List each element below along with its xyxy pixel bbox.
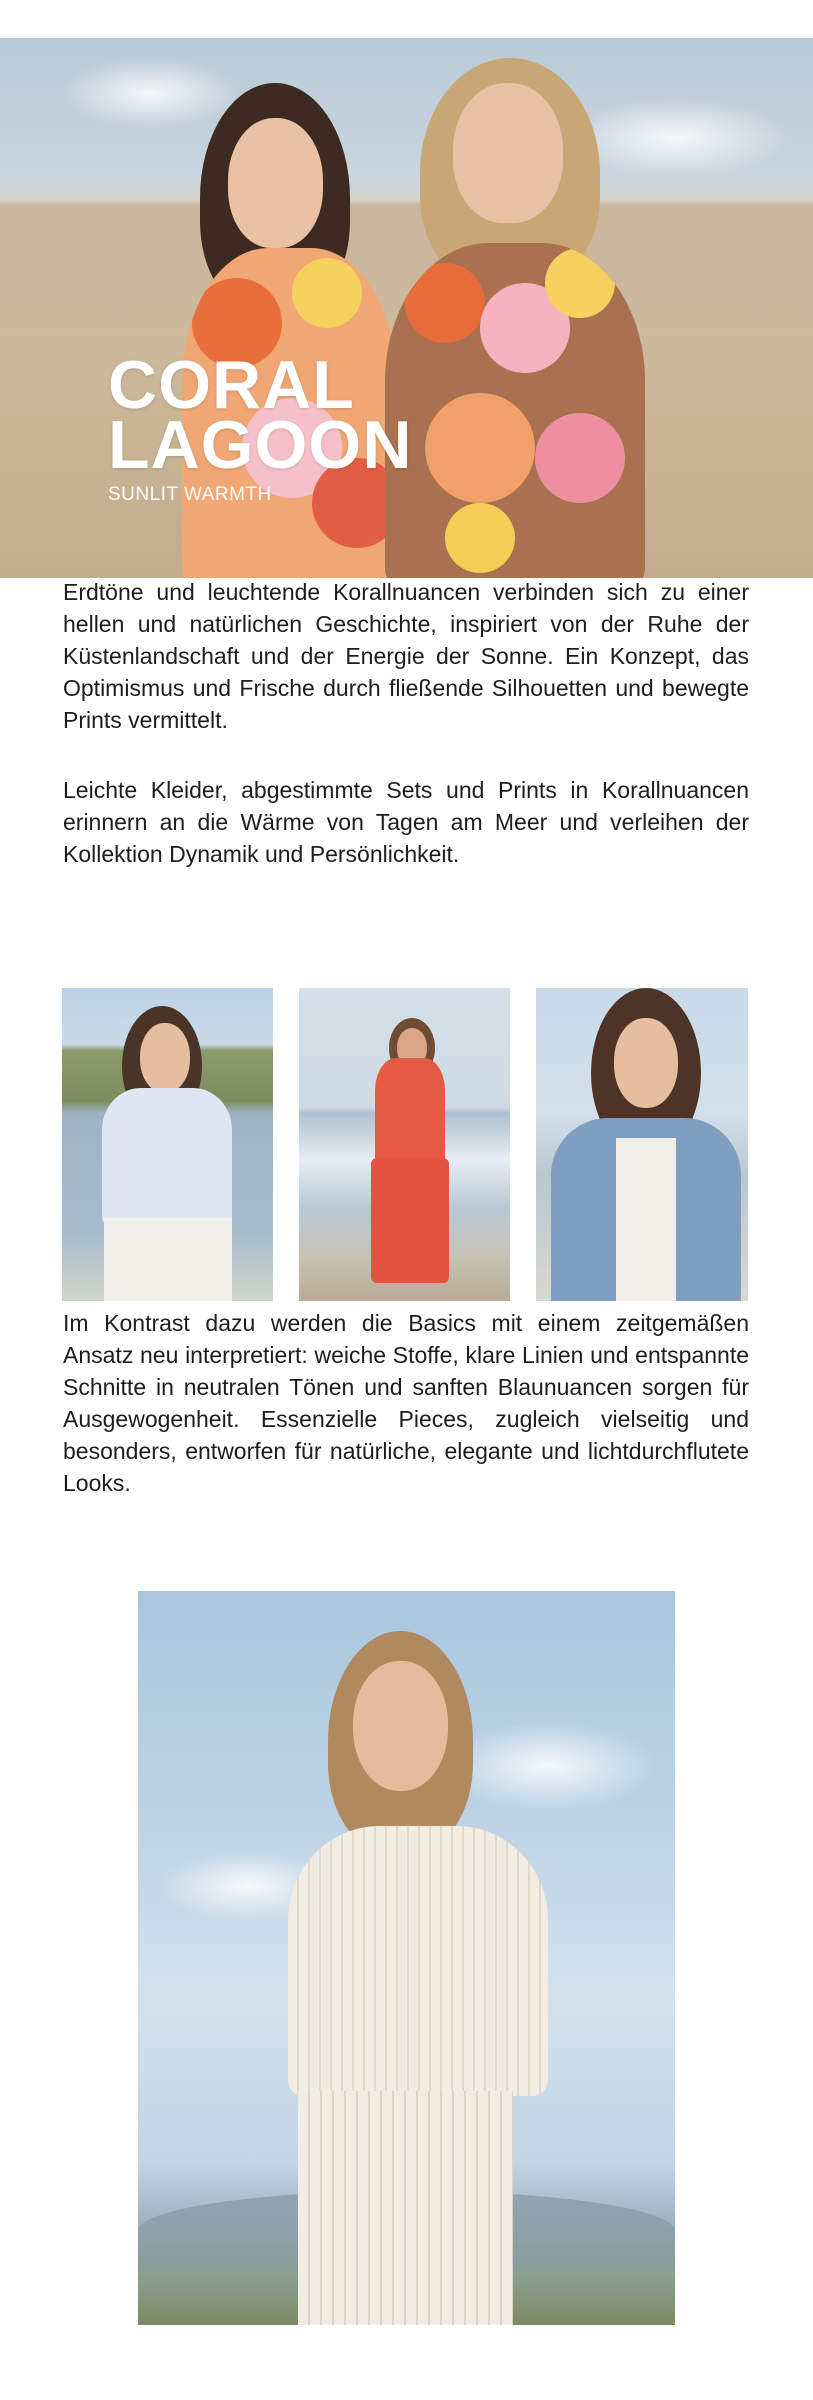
- model-right-face: [453, 83, 563, 223]
- basics-photo-knit-set: [138, 1591, 675, 2325]
- gallery-photo-denim-jacket: [536, 988, 748, 1301]
- hero-title: CORAL LAGOON: [108, 347, 413, 483]
- hero-subtitle: SUNLIT WARMTH: [108, 484, 272, 505]
- gallery-photo-white-shirt: [62, 988, 273, 1301]
- gallery-photo-coral-set: [299, 988, 510, 1301]
- intro-paragraph-2: Leichte Kleider, abgestimmte Sets und Prints in Korallnuancen erinnern an die Wärme von Tagen am Meer und verleihen der Kollektion Dynamik und Persönlichkeit.: [63, 777, 749, 867]
- basics-paragraph: Im Kontrast dazu werden die Basics mit einem zeitgemäßen Ansatz neu interpretiert: weiche Stoffe, klare Linien und entspannte Schnitte in neutralen Tönen und sanften Blaunuancen sorgen für Ausgewogenheit. Essenzielle Pieces, zugleich vielseitig und besonders, entworfen für natürliche, elegante und lichtdurchflutete Looks.: [63, 1310, 749, 1496]
- intro-paragraph-1: Erdtöne und leuchtende Korallnuancen verbinden sich zu einer hellen und natürlichen Geschichte, inspiriert von der Ruhe der Küstenlandschaft und der Energie der Sonne. Ein Konzept, das Optimismus und Frische durch fließende Silhouetten und bewegte Prints vermittelt.: [63, 579, 749, 733]
- model-left-face: [228, 118, 323, 248]
